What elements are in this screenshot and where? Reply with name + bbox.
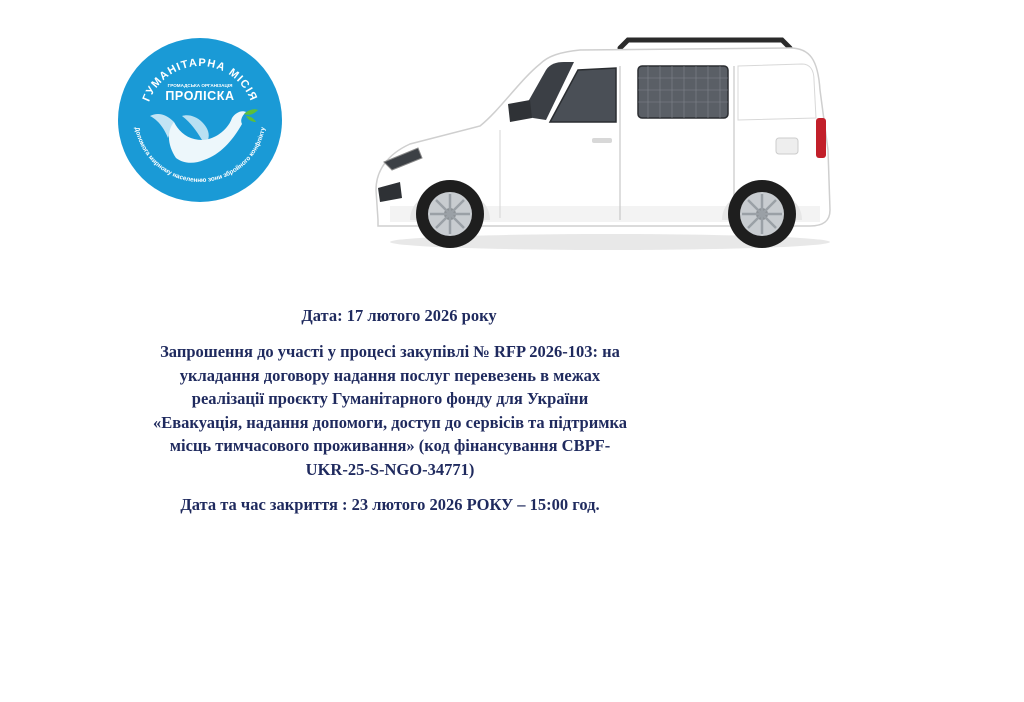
invitation-line: реалізації проєкту Гуманітарного фонду для України <box>191 389 589 408</box>
invitation-text <box>100 340 680 481</box>
invitation-line: UKR-25-S-NGO-34771) <box>305 459 475 479</box>
logo-emblem <box>118 38 282 202</box>
document-date: Дата: 17 лютого 2026 року <box>301 306 497 325</box>
invitation-line: Запрошення до участі у процесі закупівлі № RFP 2026-103: на <box>160 342 620 361</box>
logo-arc-top-text: ГУМАНІТАРНА МІСІЯ <box>140 56 260 104</box>
invitation-line: місць тимчасового проживання» (код фінансування CBPF- <box>169 436 611 455</box>
van-illustration <box>370 30 840 255</box>
logo-org-name: ПРОЛІСКА <box>165 89 235 103</box>
organization-logo <box>118 38 282 202</box>
logo-org-type: ГРОМАДСЬКА ОРГАНІЗАЦІЯ <box>167 83 233 88</box>
logo-arc-bottom-text: Допомога мирному населенню зони збройного конфлікту <box>133 126 267 185</box>
van-icon <box>370 30 840 255</box>
invitation-line: «Евакуація, надання допомоги, доступ до сервісів та підтримка <box>153 412 627 432</box>
document-body <box>100 304 680 517</box>
invitation-line: укладання договору надання послуг перевезень в межах <box>179 365 601 385</box>
closing-date: Дата та час закриття : 23 лютого 2026 РОКУ – 15:00 год. <box>180 495 600 514</box>
